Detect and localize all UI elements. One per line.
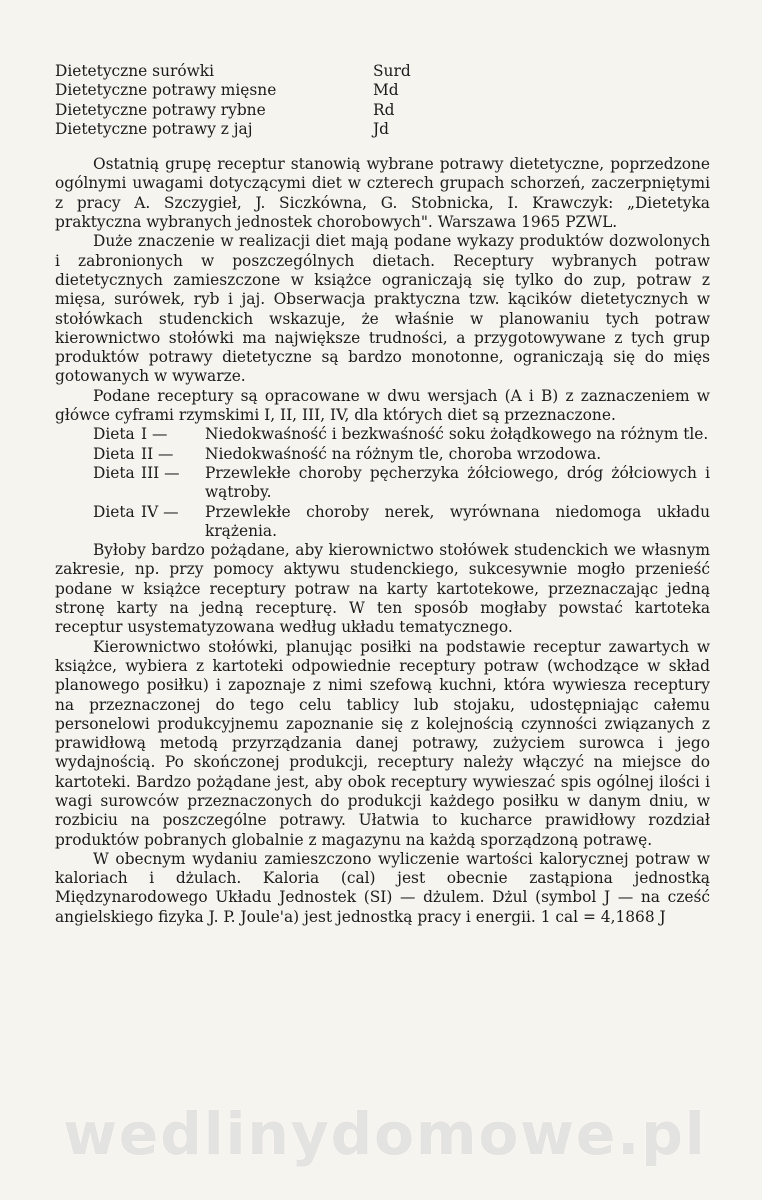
code-value: Jd: [373, 119, 390, 138]
code-value: Rd: [373, 100, 395, 119]
paragraph: Byłoby bardzo pożądane, aby kierownictwo stołówek studenckich we własnym zakresie, np. przy pomocy aktywu studenckiego, sukcesywnie mogło przenieść podane w książce receptury potraw na karty kartotekowe, przeznaczając jedną stronę karty na jedną recepturę. W ten sposób mogłaby powstać kartoteka receptur usystematyzowana według układu tematycznego.: [55, 541, 710, 637]
diet-list: [55, 425, 710, 541]
diet-label: Dieta: [93, 444, 135, 463]
diet-number: I —: [141, 425, 168, 444]
code-value: Surd: [373, 62, 411, 80]
code-name: Dietetyczne potrawy z jaj: [55, 119, 253, 138]
diet-description: Niedokwaśność na różnym tle, choroba wrzodowa.: [205, 444, 602, 463]
diet-description: Przewlekłe choroby pęcherzyka żółciowego, dróg żółciowych i wątroby.: [205, 463, 710, 502]
diet-number: IV —: [141, 502, 179, 521]
code-value: Md: [373, 81, 399, 100]
paragraph: W obecnym wydaniu zamieszczono wyliczenie wartości kalorycznej potraw w kaloriach i dżulach. Kaloria (cal) jest obecnie zastąpiona jednostką Międzynarodowego Układu Jednostek (SI) — dżulem. Dżul (symbol J — na cześć angielskiego fizyka J. P. Joule'a) jest jednostką pracy i energii. 1 cal = 4,1868 J: [55, 849, 710, 926]
code-name: Dietetyczne surówki: [55, 62, 215, 80]
diet-number: III —: [141, 463, 180, 482]
diet-label: Dieta: [93, 425, 135, 444]
diet-description: Niedokwaśność i bezkwaśność soku żołądkowego na różnym tle.: [205, 425, 709, 444]
diet-description: Przewlekłe choroby nerek, wyrównana niedomoga układu krążenia.: [205, 502, 710, 540]
diet-item: [55, 425, 710, 444]
watermark: wedlinydomowe.pl: [63, 1100, 707, 1168]
page-body: [55, 62, 710, 927]
code-name: Dietetyczne potrawy rybne: [55, 100, 266, 119]
diet-label: Dieta: [93, 463, 135, 482]
diet-label: Dieta: [93, 502, 135, 521]
paragraph: Duże znaczenie w realizacji diet mają podane wykazy produktów dozwolonych i zabronionych w poszczególnych dietach. Receptury wybranych potraw dietetycznych zamieszczone w książce ograniczają się tylko do zup, potraw z mięsa, surówek, ryb i jaj. Obserwacja praktyczna tzw. kącików dietetycznych w stołówkach studenckich wskazuje, że właśnie w planowaniu tych potraw kierownictwo stołówki ma największe trudności, a przygotowywane z tych grup produktów potrawy dietetyczne są bardzo monotonne, ograniczają się do mięs gotowanych w wywarze.: [55, 232, 710, 386]
code-name: Dietetyczne potrawy mięsne: [55, 81, 277, 100]
diet-item: [55, 503, 710, 542]
diet-item: [55, 464, 710, 503]
code-list: [55, 62, 710, 139]
paragraph: Podane receptury są opracowane w dwu wersjach (A i B) z zaznaczeniem w główce cyframi rzymskimi I, II, III, IV, dla których diet są przeznaczone.: [55, 386, 710, 425]
diet-item: [55, 445, 710, 464]
paragraph: Kierownictwo stołówki, planując posiłki na podstawie receptur zawartych w książce, wybiera z kartoteki odpowiednie receptury potraw (wchodzące w skład planowego posiłku) i zapoznaje z nimi szefową kuchni, która wywiesza receptury na przeznaczonej do tego celu tablicy lub stojaku, udostępniając całemu personelowi produkcyjnemu zapoznanie się z kolejnością czynności związanych z prawidłową metodą przyrządzania danej potrawy, zużyciem surowca i jego wydajnością. Po skończonej produkcji, receptury należy włączyć na miejsce do kartoteki. Bardzo pożądane jest, aby obok receptury wywieszać spis ogólnej ilości i wagi surowców przeznaczonych do produkcji każdego posiłku w danym dniu, w rozbiciu na poszczególne potrawy. Ułatwia to kucharce prawidłowy rozdział produktów pobranych globalnie z magazynu na każdą sporządzoną potrawę.: [55, 637, 710, 849]
paragraph: Ostatnią grupę receptur stanowią wybrane potrawy dietetyczne, poprzedzone ogólnymi uwagami dotyczącymi diet w czterech grupach schorzeń, zaczerpniętymi z pracy A. Szczygieł, J. Siczkówna, G. Stobnicka, I. Krawczyk: „Dietetyka praktyczna wybranych jednostek chorobowych". Warszawa 1965 PZWL.: [55, 155, 710, 232]
diet-number: II —: [141, 444, 174, 463]
